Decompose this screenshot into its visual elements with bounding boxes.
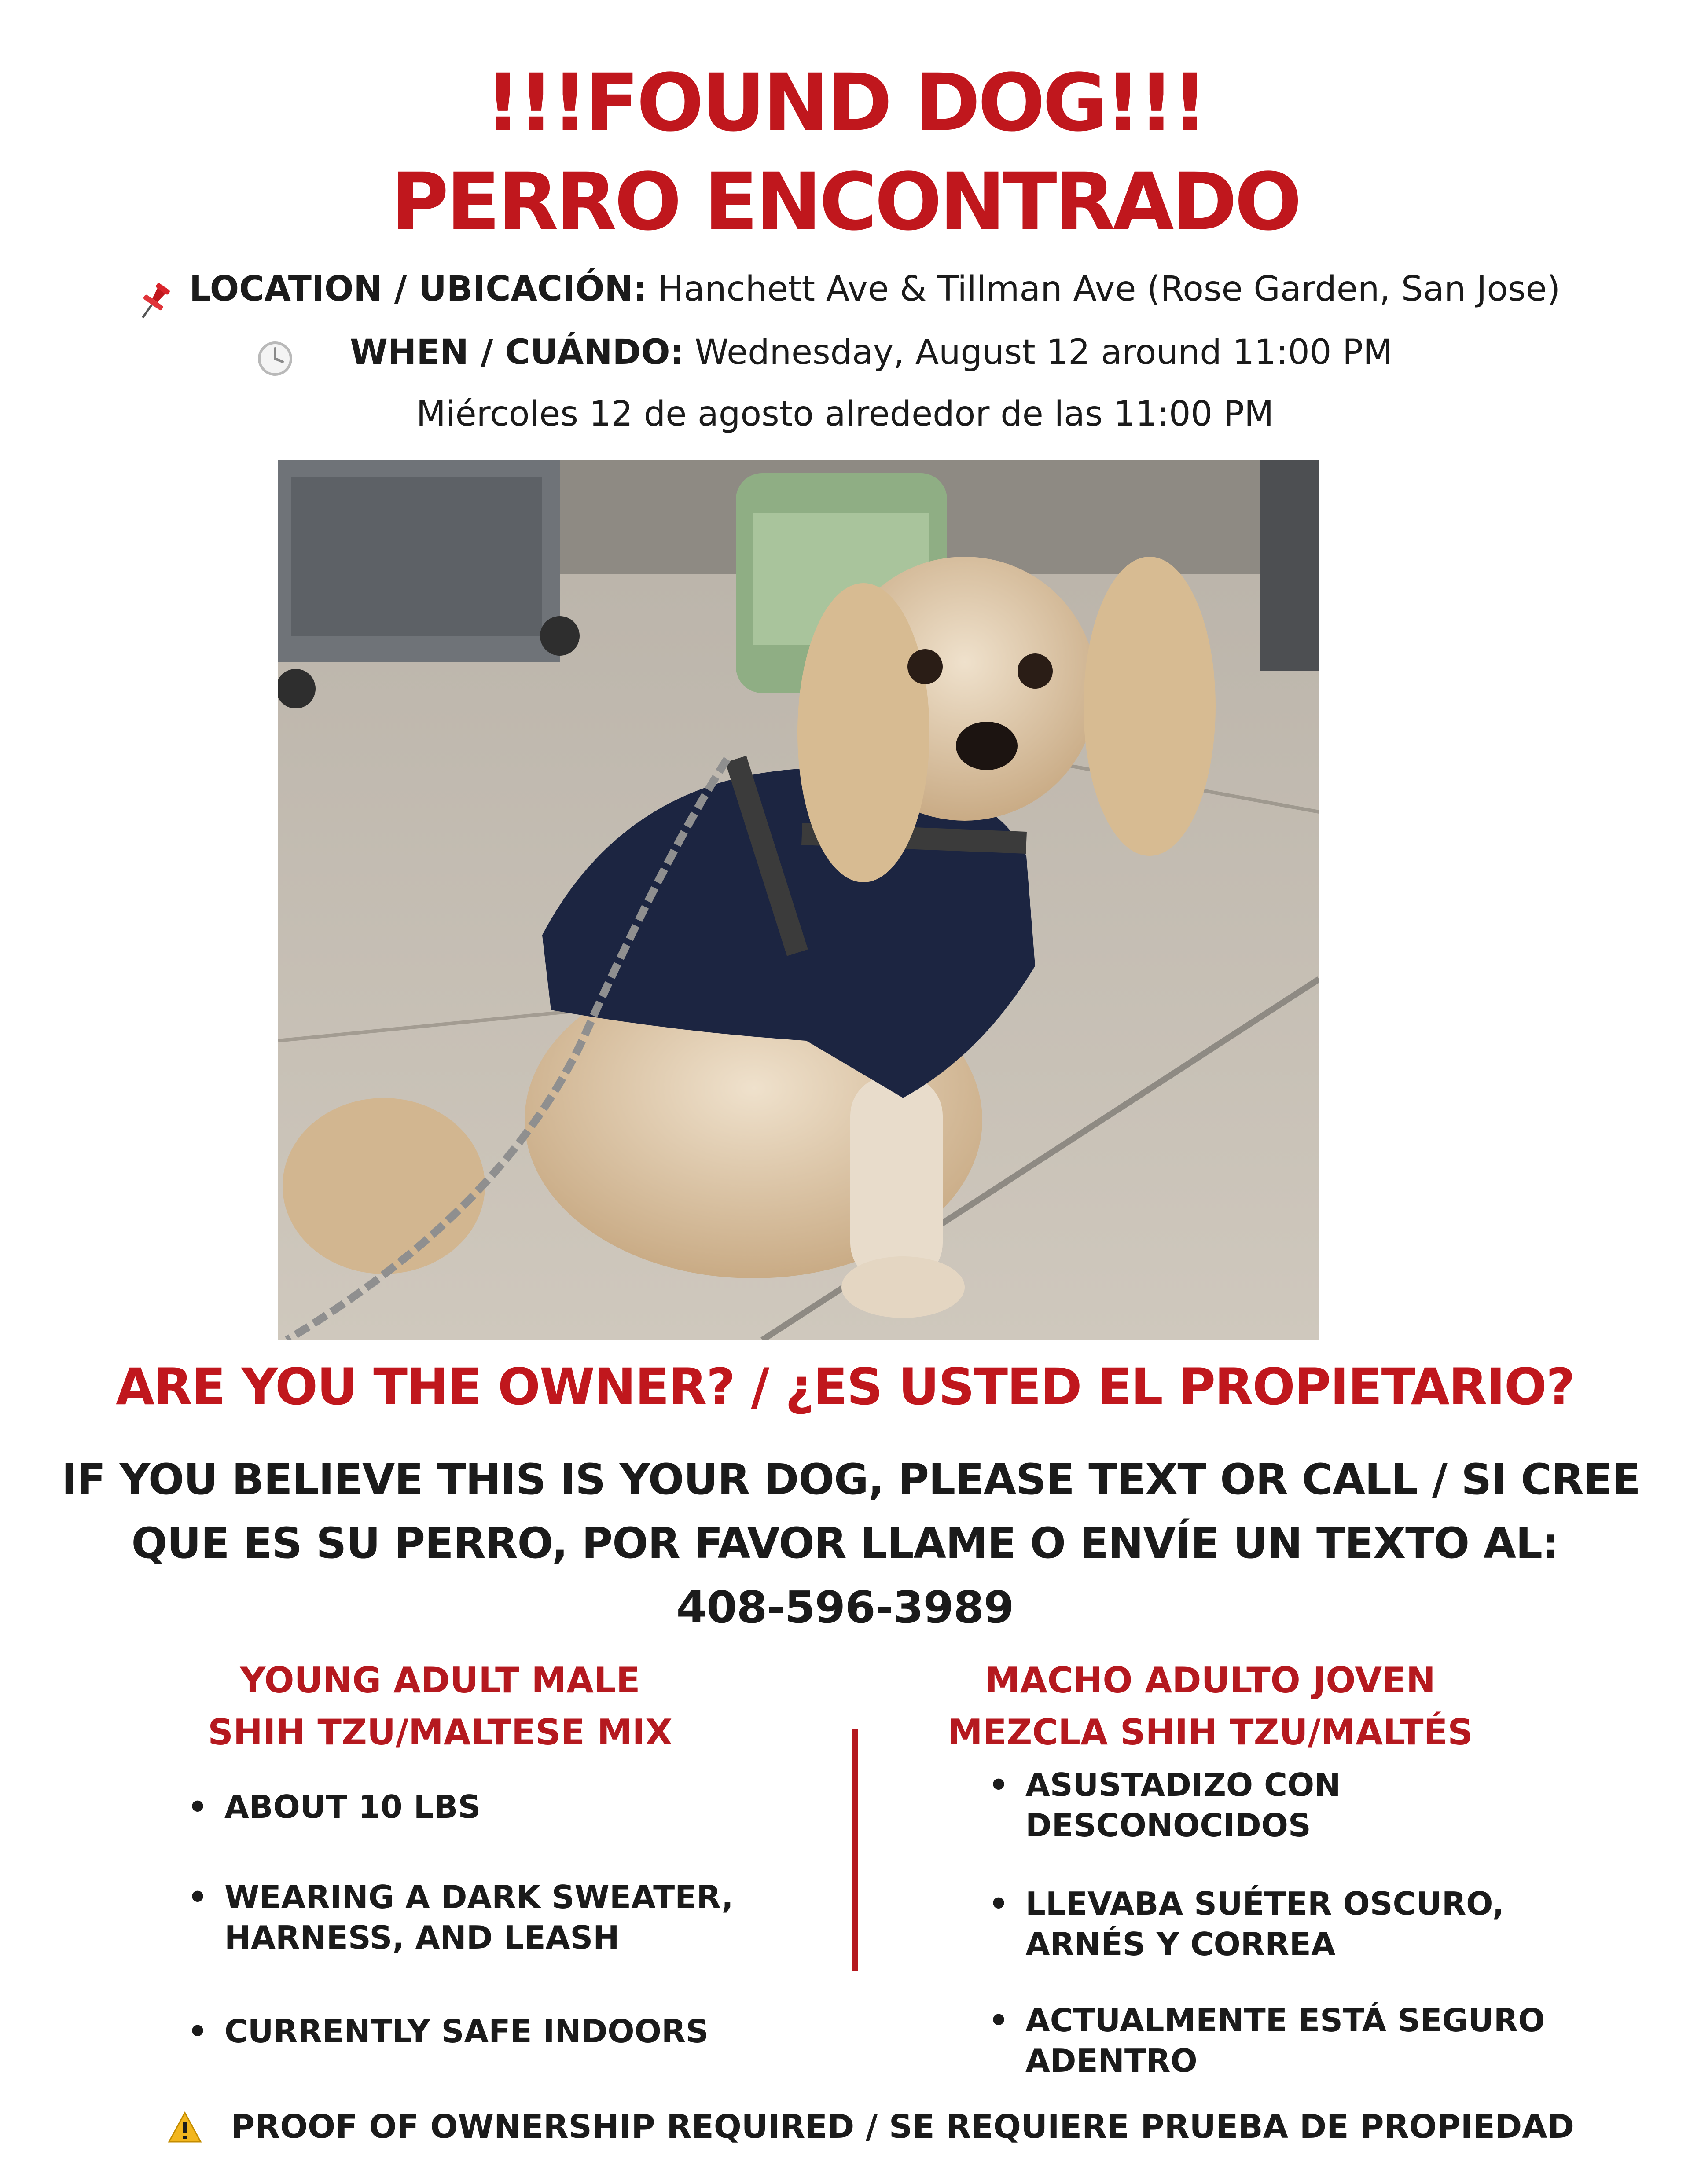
location-label: LOCATION / UBICACIÓN:: [189, 269, 647, 309]
title-perro-encontrado: PERRO ENCONTRADO: [390, 156, 1300, 248]
left-col-head-2: SHIH TZU/MALTESE MIX: [208, 1712, 672, 1753]
location-value: Hanchett Ave & Tillman Ave (Rose Garden, San Jose): [658, 269, 1561, 309]
list-item: • ACTUALMENTE ESTÁ SEGURO ADENTRO: [988, 2002, 1545, 2079]
right-col-head-1: MACHO ADULTO JOVEN: [985, 1660, 1436, 1701]
location-line: [189, 269, 1561, 309]
title-found-dog: !!!FOUND DOG!!!: [485, 57, 1205, 149]
cta-line-1: IF YOU BELIEVE THIS IS YOUR DOG, PLEASE TEXT OR CALL / SI CREE: [62, 1455, 1640, 1504]
when-label: WHEN / CUÁNDO:: [350, 333, 684, 372]
dog-photo: [278, 460, 1319, 1340]
list-item: • WEARING A DARK SWEATER, HARNESS, AND LEASH: [187, 1879, 734, 1956]
left-col-head-1: YOUNG ADULT MALE: [240, 1660, 640, 1701]
list-item: • ASUSTADIZO CON DESCONOCIDOS: [988, 1766, 1341, 1844]
when-value: Wednesday, August 12 around 11:00 PM: [694, 333, 1393, 372]
list-item: • CURRENTLY SAFE INDOORS: [187, 2013, 709, 2050]
column-divider: [852, 1729, 858, 1971]
when-line: [350, 335, 1392, 370]
clock-icon: [255, 339, 295, 378]
list-item: • LLEVABA SUÉTER OSCURO, ARNÉS Y CORREA: [988, 1885, 1505, 1963]
list-item: • ABOUT 10 LBS: [187, 1788, 481, 1825]
owner-question: ARE YOU THE OWNER? / ¿ES USTED EL PROPIETARIO?: [116, 1358, 1574, 1416]
when-value-es: Miércoles 12 de agosto alrededor de las 11:00 PM: [416, 394, 1274, 434]
pushpin-icon: [130, 277, 178, 326]
phone-number: 408-596-3989: [676, 1582, 1014, 1633]
proof-of-ownership-note: PROOF OF OWNERSHIP REQUIRED / SE REQUIERE PRUEBA DE PROPIEDAD: [231, 2108, 1574, 2146]
warning-icon: [167, 2110, 202, 2145]
cta-line-2: QUE ES SU PERRO, POR FAVOR LLAME O ENVÍE UN TEXTO AL:: [131, 1519, 1559, 1568]
right-col-head-2: MEZCLA SHIH TZU/MALTÉS: [948, 1712, 1473, 1753]
